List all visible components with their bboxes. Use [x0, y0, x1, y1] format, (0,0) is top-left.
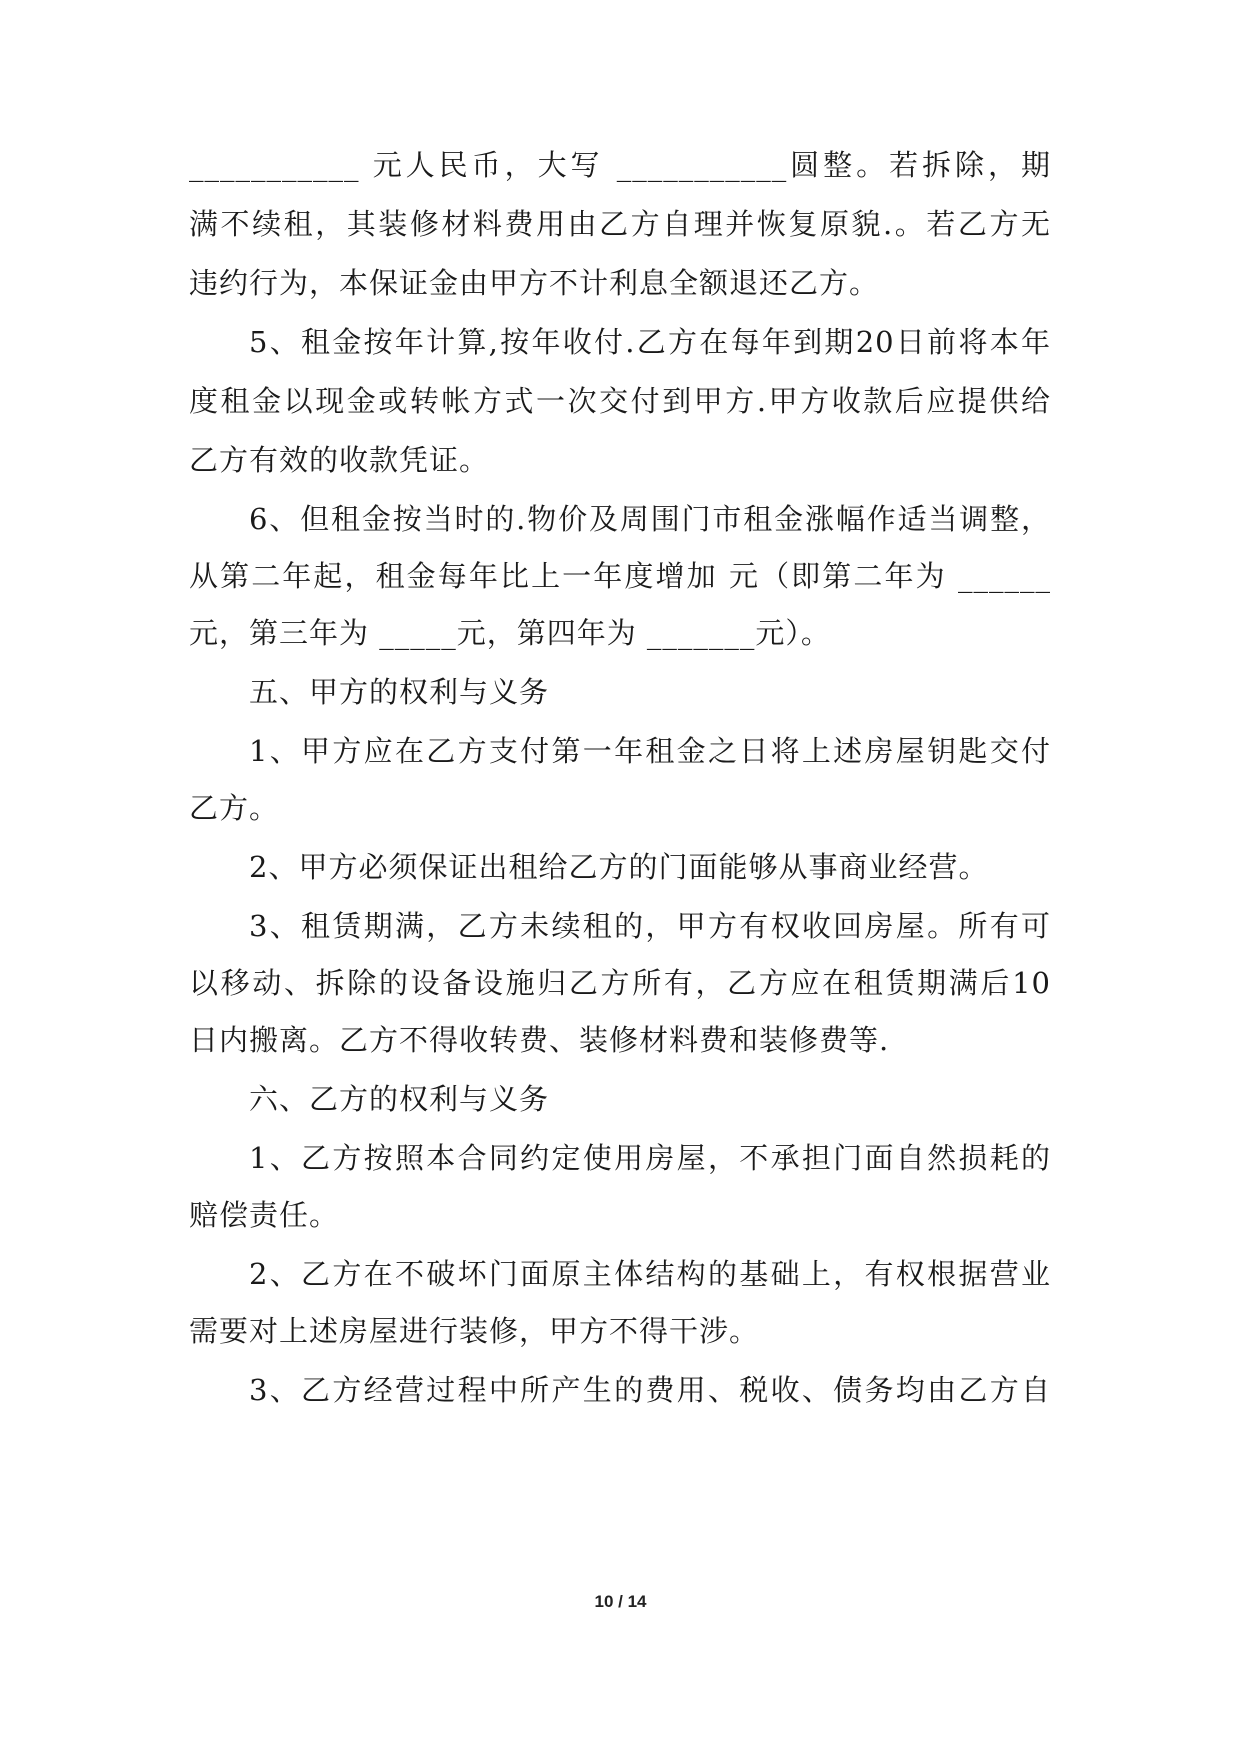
- text-line-18: 1、乙方按照本合同约定使用房屋，不承担门面自然损耗的: [249, 1141, 1051, 1175]
- text-line-6: 乙方有效的收款凭证。: [189, 443, 490, 477]
- page-number: 10 / 14: [594, 1592, 647, 1611]
- section-heading-six: 六、乙方的权利与义务: [249, 1082, 550, 1116]
- text-line-12: 乙方。: [189, 791, 280, 825]
- text-line-7: 6、但租金按当时的.物价及周围门市租金涨幅作适当调整，: [249, 502, 1051, 536]
- text-line-1: ___________ 元人民币，大写 ___________圆整。若拆除，期: [189, 148, 1051, 182]
- text-line-4: 5、租金按年计算,按年收付.乙方在每年到期20日前将本年: [249, 325, 1051, 359]
- section-heading-five: 五、甲方的权利与义务: [249, 675, 550, 709]
- text-line-21: 需要对上述房屋进行装修，甲方不得干涉。: [189, 1314, 760, 1348]
- text-line-2: 满不续租，其装修材料费用由乙方自理并恢复原貌.。若乙方无: [189, 207, 1051, 241]
- text-line-9: 元，第三年为 _____元，第四年为 _______元）。: [189, 616, 831, 650]
- text-line-20: 2、乙方在不破坏门面原主体结构的基础上，有权根据营业: [249, 1257, 1051, 1291]
- text-line-3: 违约行为，本保证金由甲方不计利息全额退还乙方。: [189, 266, 880, 300]
- text-line-5: 度租金以现金或转帐方式一次交付到甲方.甲方收款后应提供给: [189, 384, 1051, 418]
- text-line-13: 2、甲方必须保证出租给乙方的门面能够从事商业经营。: [249, 850, 989, 884]
- text-line-22: 3、乙方经营过程中所产生的费用、税收、债务均由乙方自: [249, 1373, 1051, 1407]
- text-line-15: 以移动、拆除的设备设施归乙方所有，乙方应在租赁期满后10: [189, 966, 1051, 1000]
- text-line-16: 日内搬离。乙方不得收转费、装修材料费和装修费等.: [189, 1023, 890, 1057]
- text-line-14: 3、租赁期满，乙方未续租的，甲方有权收回房屋。所有可: [249, 909, 1051, 943]
- text-line-11: 1、甲方应在乙方支付第一年租金之日将上述房屋钥匙交付: [249, 734, 1051, 768]
- text-line-19: 赔偿责任。: [189, 1198, 340, 1232]
- text-line-8: 从第二年起，租金每年比上一年度增加 元（即第二年为 ______: [189, 559, 1051, 593]
